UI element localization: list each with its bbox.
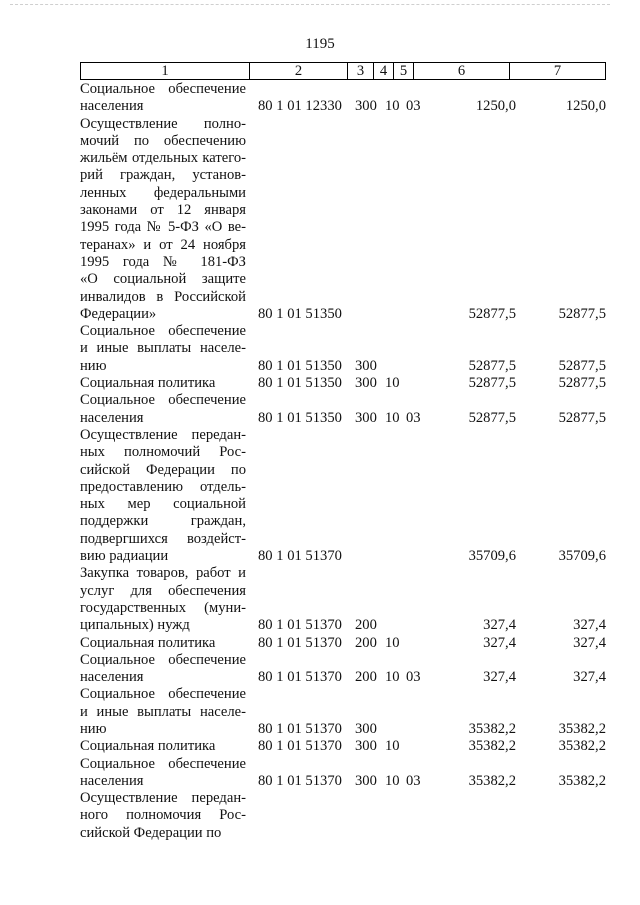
row-code: 80 1 01 51370	[258, 548, 342, 565]
description-line: 1995 года № 181-ФЗ	[80, 253, 246, 270]
row-col-3: 300	[355, 357, 377, 374]
row-col-3: 300	[355, 772, 377, 789]
row-col-7: 327,4	[573, 617, 606, 634]
table-row	[0, 686, 640, 738]
row-col-7: 52877,5	[558, 305, 606, 322]
row-code: 80 1 01 51370	[258, 634, 342, 651]
row-col-5: 03	[406, 409, 421, 426]
description-line: ных мер социальной	[80, 496, 246, 513]
row-col-7: 52877,5	[558, 357, 606, 374]
description-line: Социальное обеспечение	[80, 686, 246, 703]
description-line: и иные выплаты населе-	[80, 703, 246, 720]
description-line: Социальная политика	[80, 738, 216, 755]
description-line: ципальных) нужд	[80, 617, 190, 634]
row-col-6: 35382,2	[468, 738, 516, 755]
row-col-6: 52877,5	[468, 305, 516, 322]
table-row	[0, 116, 640, 324]
row-col-3: 300	[355, 375, 377, 392]
row-col-6: 52877,5	[468, 357, 516, 374]
description-line: Социальная политика	[80, 375, 216, 392]
description-line: предоставлению отдель-	[80, 478, 246, 495]
header-col-6: 6	[414, 62, 510, 80]
row-description	[80, 323, 246, 375]
row-code: 80 1 01 51370	[258, 617, 342, 634]
description-line: Осуществление полно-	[80, 115, 246, 132]
row-code: 80 1 01 51370	[258, 738, 342, 755]
row-col-3: 300	[355, 98, 377, 115]
row-col-5: 03	[406, 772, 421, 789]
row-code: 80 1 01 51350	[258, 409, 342, 426]
row-description	[80, 756, 246, 791]
description-line: государственных (муни-	[80, 599, 246, 616]
description-line: сийской Федерации по	[80, 461, 246, 478]
row-code: 80 1 01 51370	[258, 720, 342, 737]
table-row	[0, 392, 640, 427]
table-row	[0, 427, 640, 565]
row-col-3: 200	[355, 634, 377, 651]
description-line: Осуществление передан-	[80, 426, 246, 443]
row-description	[80, 116, 246, 324]
row-col-5: 03	[406, 669, 421, 686]
row-description	[80, 635, 246, 652]
description-line: теранах» и от 24 ноября	[80, 236, 246, 253]
row-code: 80 1 01 12330	[258, 98, 342, 115]
table-row	[0, 375, 640, 392]
description-line: Осуществление передан-	[80, 790, 246, 807]
row-code: 80 1 01 51370	[258, 669, 342, 686]
row-code: 80 1 01 51350	[258, 305, 342, 322]
row-col-6: 35709,6	[468, 548, 516, 565]
description-line: нию	[80, 357, 107, 374]
row-col-3: 300	[355, 720, 377, 737]
description-line: населения	[80, 669, 144, 686]
description-line: Социальная политика	[80, 634, 216, 651]
row-col-6: 1250,0	[475, 98, 516, 115]
header-col-3: 3	[348, 62, 374, 80]
header-col-5: 5	[394, 62, 414, 80]
row-description	[80, 427, 246, 565]
header-col-4: 4	[374, 62, 394, 80]
header-col-2: 2	[250, 62, 348, 80]
description-line: населения	[80, 98, 144, 115]
description-line: Социальное обеспечение	[80, 323, 246, 340]
row-description	[80, 738, 246, 755]
row-col-7: 1250,0	[565, 98, 606, 115]
table-row	[0, 790, 640, 842]
description-line: ных полномочий Рос-	[80, 444, 246, 461]
description-line: населения	[80, 772, 144, 789]
row-col-7: 35709,6	[558, 548, 606, 565]
table-row	[0, 565, 640, 634]
row-code: 80 1 01 51370	[258, 772, 342, 789]
table-body	[0, 81, 640, 842]
scan-edge	[10, 4, 610, 7]
description-line: ного полномочия Рос-	[80, 807, 246, 824]
row-col-6: 52877,5	[468, 375, 516, 392]
description-line: инвалидов в Российской	[80, 288, 246, 305]
row-description	[80, 565, 246, 634]
header-col-7: 7	[510, 62, 606, 80]
description-line: поддержки граждан,	[80, 513, 246, 530]
row-description	[80, 392, 246, 427]
row-col-7: 327,4	[573, 634, 606, 651]
row-col-3: 200	[355, 669, 377, 686]
description-line: и иные выплаты населе-	[80, 340, 246, 357]
description-line: мочий по обеспечению	[80, 132, 246, 149]
row-col-6: 327,4	[483, 617, 516, 634]
description-line: ленных федеральными	[80, 184, 246, 201]
row-col-4: 10	[385, 98, 400, 115]
table-row	[0, 323, 640, 375]
row-description	[80, 652, 246, 687]
description-line: Социальное обеспечение	[80, 81, 246, 97]
row-col-4: 10	[385, 738, 400, 755]
row-col-6: 52877,5	[468, 409, 516, 426]
row-description	[80, 686, 246, 738]
table-row	[0, 756, 640, 791]
row-col-4: 10	[385, 634, 400, 651]
row-col-7: 52877,5	[558, 375, 606, 392]
description-line: Социальное обеспечение	[80, 651, 246, 668]
row-col-7: 35382,2	[558, 738, 606, 755]
row-col-4: 10	[385, 375, 400, 392]
row-code: 80 1 01 51350	[258, 375, 342, 392]
description-line: жильём отдельных катего-	[80, 150, 246, 167]
row-col-5: 03	[406, 98, 421, 115]
row-col-6: 327,4	[483, 634, 516, 651]
row-col-7: 35382,2	[558, 772, 606, 789]
description-line: вию радиации	[80, 548, 169, 565]
row-description	[80, 81, 246, 116]
description-line: услуг для обеспечения	[80, 582, 246, 599]
table-row	[0, 738, 640, 755]
table-row	[0, 635, 640, 652]
row-col-4: 10	[385, 772, 400, 789]
row-description	[80, 375, 246, 392]
description-line: Закупка товаров, работ и	[80, 565, 246, 582]
description-line: сийской Федерации по	[80, 824, 222, 841]
row-col-6: 35382,2	[468, 720, 516, 737]
row-col-3: 200	[355, 617, 377, 634]
row-col-4: 10	[385, 409, 400, 426]
description-line: законами от 12 января	[80, 202, 246, 219]
table-row	[0, 81, 640, 116]
table-header	[80, 62, 606, 80]
row-col-6: 327,4	[483, 669, 516, 686]
row-col-4: 10	[385, 669, 400, 686]
row-col-7: 35382,2	[558, 720, 606, 737]
description-line: нию	[80, 720, 107, 737]
description-line: населения	[80, 409, 144, 426]
description-line: 1995 года № 5-ФЗ «О ве-	[80, 219, 246, 236]
description-line: Федерации»	[80, 305, 157, 322]
row-col-3: 300	[355, 409, 377, 426]
description-line: Социальное обеспечение	[80, 392, 246, 409]
row-description	[80, 790, 246, 842]
description-line: рий граждан, установ-	[80, 167, 246, 184]
row-col-7: 52877,5	[558, 409, 606, 426]
row-code: 80 1 01 51350	[258, 357, 342, 374]
description-line: Социальное обеспечение	[80, 755, 246, 772]
header-col-1: 1	[80, 62, 250, 80]
row-col-7: 327,4	[573, 669, 606, 686]
page-number: 1195	[305, 36, 335, 52]
description-line: «О социальной защите	[80, 271, 246, 288]
description-line: подвергшихся воздейст-	[80, 530, 246, 547]
row-col-6: 35382,2	[468, 772, 516, 789]
row-col-3: 300	[355, 738, 377, 755]
table-row	[0, 652, 640, 687]
